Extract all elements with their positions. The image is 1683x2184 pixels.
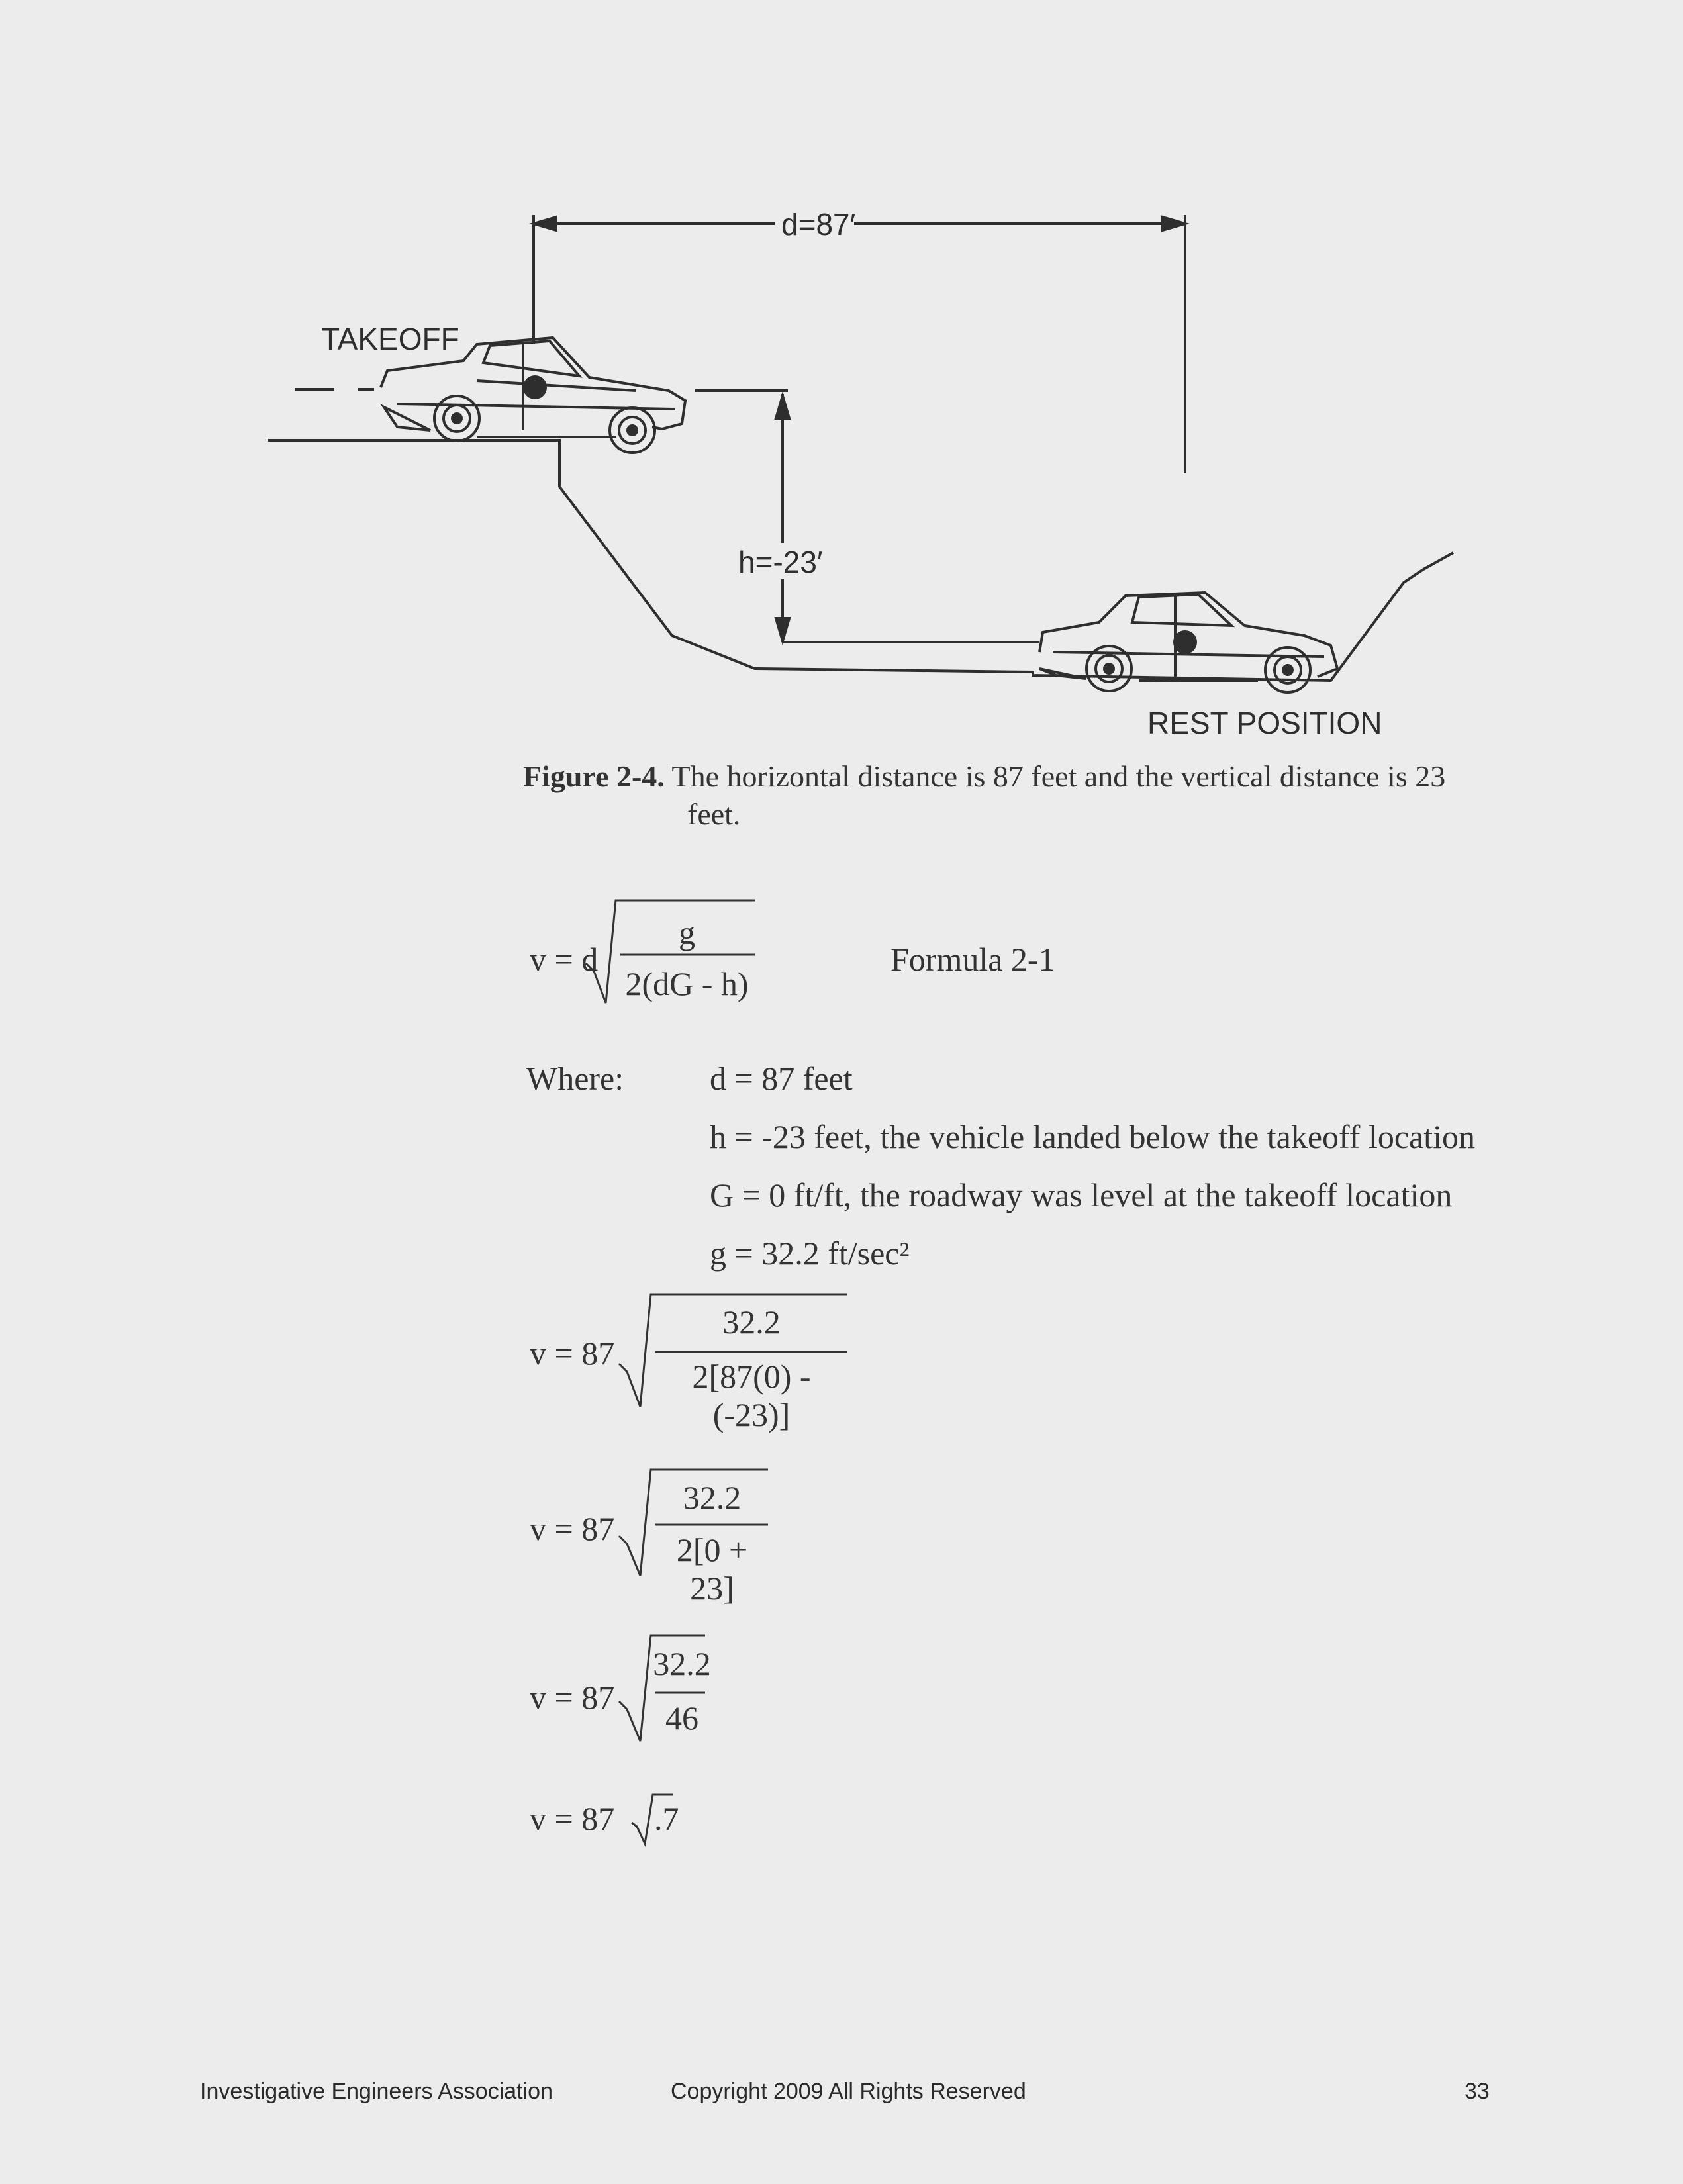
step3-numerator: 32.2 — [653, 1645, 711, 1682]
step1-denominator: 2[87(0) - (-23)] — [692, 1358, 811, 1433]
step3-lhs: v = 87 — [530, 1679, 615, 1716]
d-arrow-right — [1163, 217, 1185, 230]
formula-numerator: g — [679, 914, 695, 951]
height-label: h=-23′ — [738, 545, 823, 579]
figure-number: Figure 2-4. — [523, 759, 665, 793]
step3-denominator: 46 — [665, 1699, 698, 1736]
step1-numerator: 32.2 — [722, 1304, 781, 1341]
takeoff-label: TAKEOFF — [321, 322, 459, 356]
where-label: Where: — [526, 1060, 624, 1097]
h-arrow-down — [776, 618, 789, 641]
footer-organization: Investigative Engineers Association — [200, 2079, 553, 2104]
distance-label: d=87′ — [781, 207, 856, 242]
jump-diagram — [0, 0, 1683, 748]
where-item-G: G = 0 ft/ft, the roadway was level at the takeoff location — [710, 1176, 1453, 1213]
figure-caption — [523, 758, 1445, 795]
step1-lhs: v = 87 — [530, 1335, 615, 1372]
terrain-profile — [268, 440, 1453, 681]
page-number: 33 — [1465, 2079, 1490, 2104]
caption-text-line1: The horizontal distance is 87 feet and the vertical distance is 23 — [671, 759, 1446, 793]
formula-denominator: 2(dG - h) — [625, 965, 749, 1002]
step2-numerator: 32.2 — [683, 1479, 742, 1516]
where-item-h: h = -23 feet, the vehicle landed below the takeoff location — [710, 1118, 1476, 1155]
step2-denominator: 2[0 + 23] — [676, 1531, 748, 1607]
rest-position-label: REST POSITION — [1147, 706, 1382, 740]
where-item-g: g = 32.2 ft/sec² — [710, 1235, 910, 1272]
d-arrow-left — [534, 217, 556, 230]
where-item-d: d = 87 feet — [710, 1060, 853, 1097]
h-arrow-up — [776, 396, 789, 418]
formula-name: Formula 2-1 — [890, 941, 1055, 978]
step4-lhs: v = 87 — [530, 1800, 615, 1837]
formula-lhs: v = d — [530, 941, 599, 978]
caption-text-line2: feet. — [687, 797, 741, 831]
step2-lhs: v = 87 — [530, 1510, 615, 1547]
step4-radicand: .7 — [654, 1800, 679, 1837]
footer-copyright: Copyright 2009 All Rights Reserved — [671, 2079, 1026, 2104]
